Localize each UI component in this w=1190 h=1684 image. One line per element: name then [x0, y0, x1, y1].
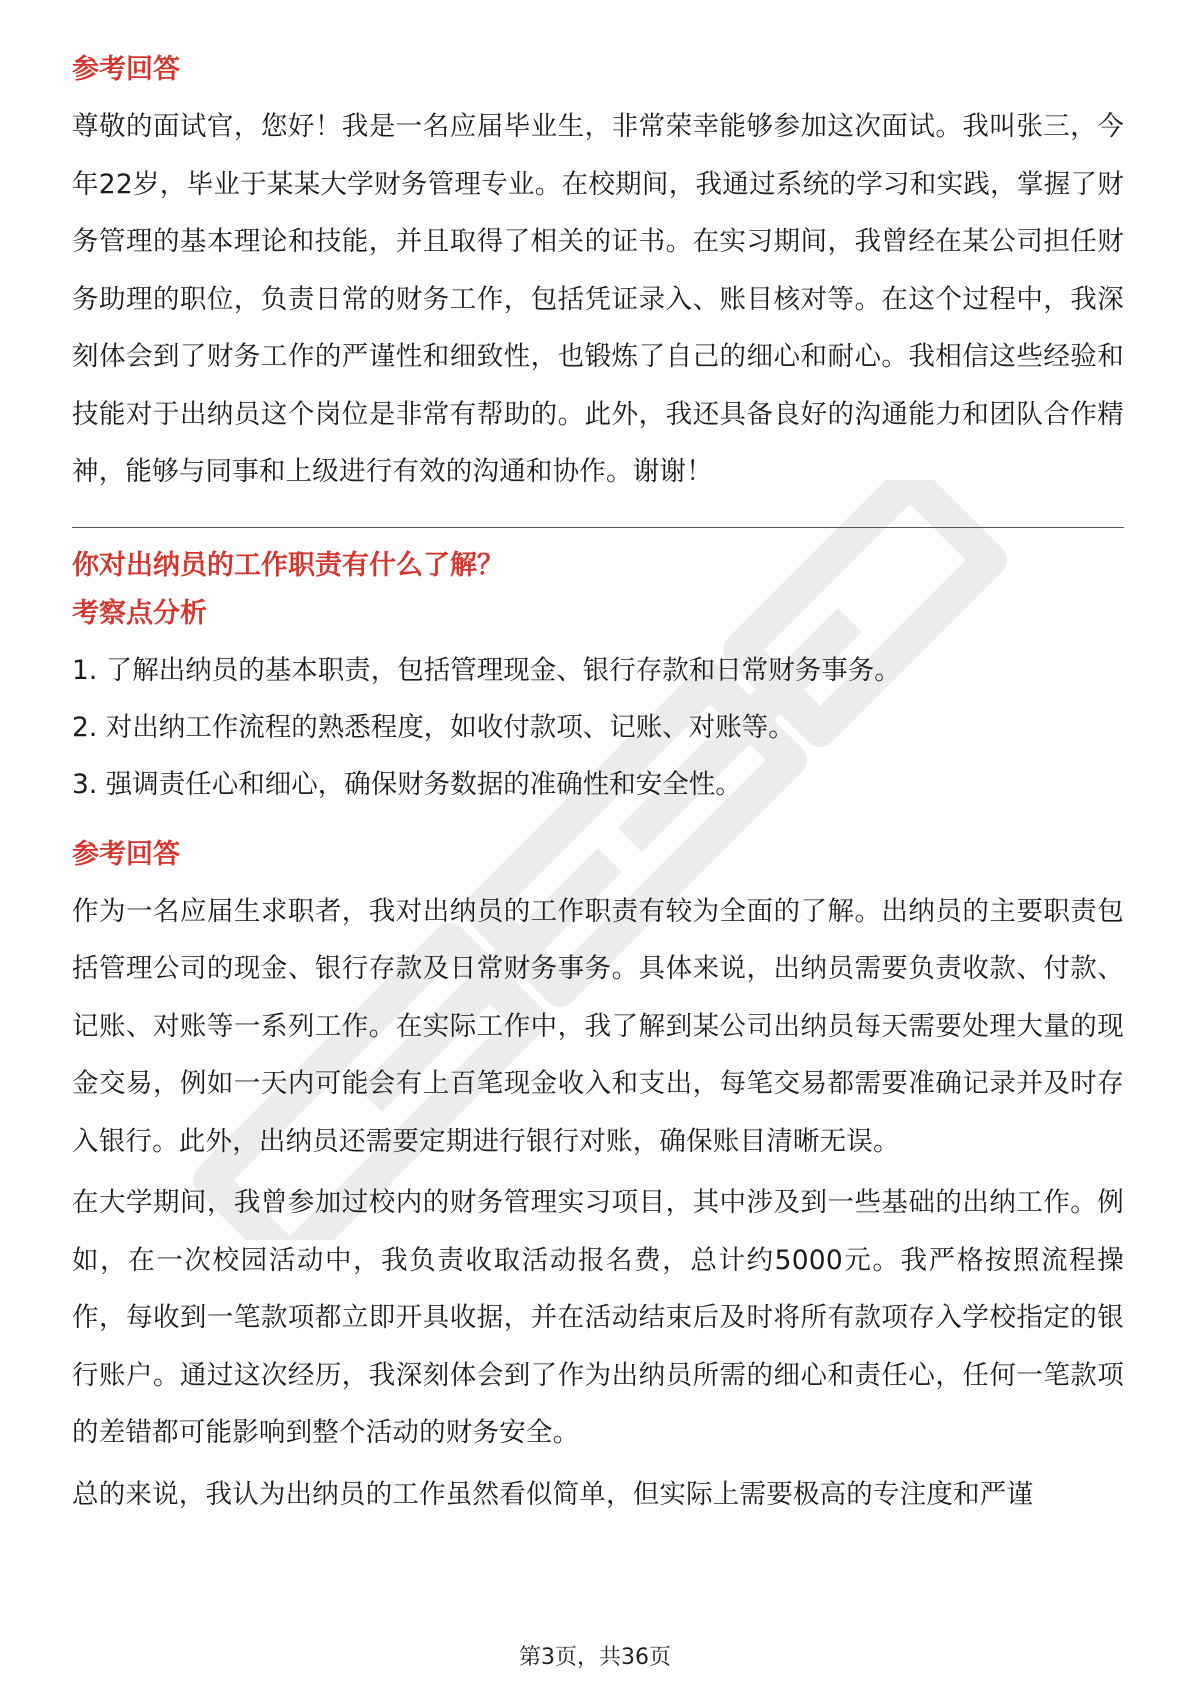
answer-paragraph-2b: 在大学期间，我曾参加过校内的财务管理实习项目，其中涉及到一些基础的出纳工作。例如，在一次校园活动中，我负责收取活动报名费，总计约5000元。我严格按照流程操作，每收到一笔款项都立即开具收据，并在活动结束后及时将所有款项存入学校指定的银行账户。通过这次经历，我深刻体会到了作为出纳员所需的细心和责任心，任何一笔款项的差错都可能影响到整个活动的财务安全。 [72, 1187, 1124, 1448]
section-divider [72, 527, 1124, 528]
analysis-heading: 考察点分析 [72, 597, 207, 629]
analysis-item-1: 1. 了解出纳员的基本职责，包括管理现金、银行存款和日常财务事务。 [72, 654, 901, 686]
answer-heading-1: 参考回答 [72, 54, 180, 85]
question-heading: 你对出纳员的工作职责有什么了解？ [72, 549, 504, 581]
answer-paragraph-1: 尊敬的面试官，您好！我是一名应届毕业生，非常荣幸能够参加这次面试。我叫张三，今年22岁，毕业于某某大学财务管理专业。在校期间，我通过系统的学习和实践，掌握了财务管理的基本理论和技能，并且取得了相关的证书。在实习期间，我曾经在某公司担任财务助理的职位，负责日常的财务工作，包括凭证录入、账目核对等。在这个过程中，我深刻体会到了财务工作的严谨性和细致性，也锻炼了自己的细心和耐心。我相信这些经验和技能对于出纳员这个岗位是非常有帮助的。此外，我还具备良好的沟通能力和团队合作精神，能够与同事和上级进行有效的沟通和协作。谢谢！ [72, 111, 1124, 487]
answer-heading-2: 参考回答 [72, 838, 180, 870]
analysis-item-2: 2. 对出纳工作流程的熟悉程度，如收付款项、记账、对账等。 [72, 711, 795, 743]
analysis-item-3: 3. 强调责任心和细心，确保财务数据的准确性和安全性。 [72, 768, 742, 800]
document-page [72, 50, 1124, 1527]
answer-paragraph-2c: 总的来说，我认为出纳员的工作虽然看似简单，但实际上需要极高的专注度和严谨 [72, 1478, 1034, 1510]
answer-paragraph-2a: 作为一名应届生求职者，我对出纳员的工作职责有较为全面的了解。出纳员的主要职责包括管理公司的现金、银行存款及日常财务事务。具体来说，出纳员需要负责收款、付款、记账、对账等一系列工作。在实际工作中，我了解到某公司出纳员每天需要处理大量的现金交易，例如一天内可能会有上百笔现金收入和支出，每笔交易都需要准确记录并及时存入银行。此外，出纳员还需要定期进行银行对账，确保账目清晰无误。 [72, 895, 1124, 1157]
page-number: 第3页，共36页 [519, 1645, 671, 1670]
